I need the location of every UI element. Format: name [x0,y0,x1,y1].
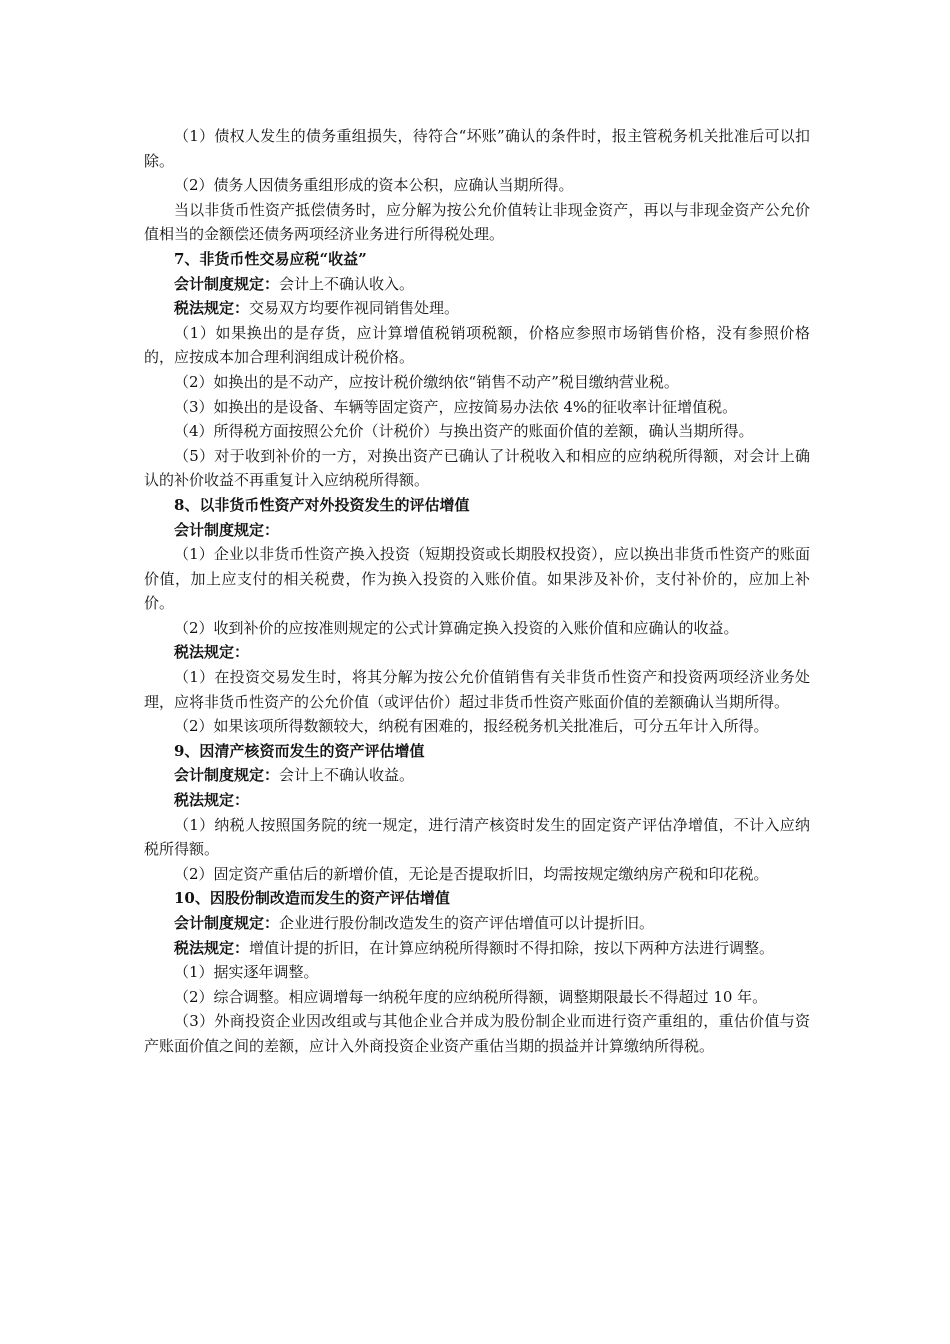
paragraph: （2）收到补价的应按准则规定的公式计算确定换入投资的入账价值和应确认的收益。 [174,618,739,637]
section-heading: 10、因股份制改造而发生的资产评估增值 [174,889,450,908]
paragraph-label: 会计制度规定： [174,274,280,293]
paragraph: （2）债务人因债务重组形成的资本公积，应确认当期所得。 [174,176,574,195]
labeled-paragraph [144,296,810,321]
document-body [144,124,810,1059]
paragraph: （1）债权人发生的债务重组损失，待符合“坏账”确认的条件时，报主管税务机关批准后可以扣除。 [144,127,810,170]
labeled-paragraph [144,272,810,297]
subheading: 税法规定： [174,643,250,662]
paragraph-text: 会计上不确认收入。 [279,274,415,293]
paragraph: （3）外商投资企业因改组或与其他企业合并成为股份制企业而进行资产重组的，重估价值与资产账面价值之间的差额，应计入外商投资企业资产重估当期的损益并计算缴纳所得税。 [144,1012,810,1055]
paragraph-text: 会计上不确认收益。 [279,766,415,785]
paragraph: （1）据实逐年调整。 [174,963,319,982]
paragraph: （2）综合调整。相应调增每一纳税年度的应纳税所得额，调整期限最长不得超过 10 年。 [174,987,768,1006]
labeled-paragraph [144,763,810,788]
paragraph: （4）所得税方面按照公允价（计税价）与换出资产的账面价值的差额，确认当期所得。 [174,422,754,441]
paragraph-label: 税法规定： [174,299,250,318]
section-heading: 9、因清产核资而发生的资产评估增值 [174,741,425,760]
paragraph-label: 税法规定： [174,938,250,957]
section-heading: 8、以非货币性资产对外投资发生的评估增值 [174,495,470,514]
paragraph-text: 企业进行股份制改造发生的资产评估增值可以计提折旧。 [279,914,655,932]
paragraph: （1）在投资交易发生时，将其分解为按公允价值销售有关非货币性资产和投资两项经济业务处理，应将非货币性资产的公允价值（或评估价）超过非货币性资产账面价值的差额确认当期所得。 [144,668,810,711]
labeled-paragraph [144,936,810,961]
section-heading: 7、非货币性交易应税“收益” [174,249,367,268]
paragraph-label: 会计制度规定： [174,914,280,932]
paragraph: （1）如果换出的是存货，应计算增值税销项税额，价格应参照市场销售价格，没有参照价格的，应按成本加合理利润组成计税价格。 [144,323,810,367]
paragraph: （2）固定资产重估后的新增价值，无论是否提取折旧，均需按规定缴纳房产税和印花税。 [174,864,769,883]
paragraph: 当以非货币性资产抵偿债务时，应分解为按公允价值转让非现金资产，再以与非现金资产公允价值相当的金额偿还债务两项经济业务进行所得税处理。 [144,200,810,244]
paragraph: （1）企业以非货币性资产换入投资（短期投资或长期股权投资），应以换出非货币性资产的账面价值，加上应支付的相关税费，作为换入投资的入账价值。如果涉及补价，支付补价的，应加上补价。 [144,545,810,613]
subheading: 会计制度规定： [174,520,280,539]
paragraph-label: 会计制度规定： [174,766,280,785]
paragraph: （5）对于收到补价的一方，对换出资产已确认了计税收入和相应的应纳税所得额，对会计上确认的补价收益不再重复计入应纳税所得额。 [144,446,810,490]
labeled-paragraph [144,911,810,936]
paragraph: （3）如换出的是设备、车辆等固定资产，应按简易办法依 4%的征收率计征增值税。 [174,397,738,416]
subheading: 税法规定： [174,791,250,810]
paragraph: （2）如果该项所得数额较大，纳税有困难的，报经税务机关批准后，可分五年计入所得。 [174,717,769,736]
paragraph: （2）如换出的是不动产，应按计税价缴纳依“销售不动产”税目缴纳营业税。 [174,372,679,391]
paragraph-text: 交易双方均要作视同销售处理。 [249,299,460,318]
paragraph: （1）纳税人按照国务院的统一规定，进行清产核资时发生的固定资产评估净增值，不计入应纳税所得额。 [144,815,810,859]
paragraph-text: 增值计提的折旧，在计算应纳税所得额时不得扣除，按以下两种方法进行调整。 [249,938,775,957]
